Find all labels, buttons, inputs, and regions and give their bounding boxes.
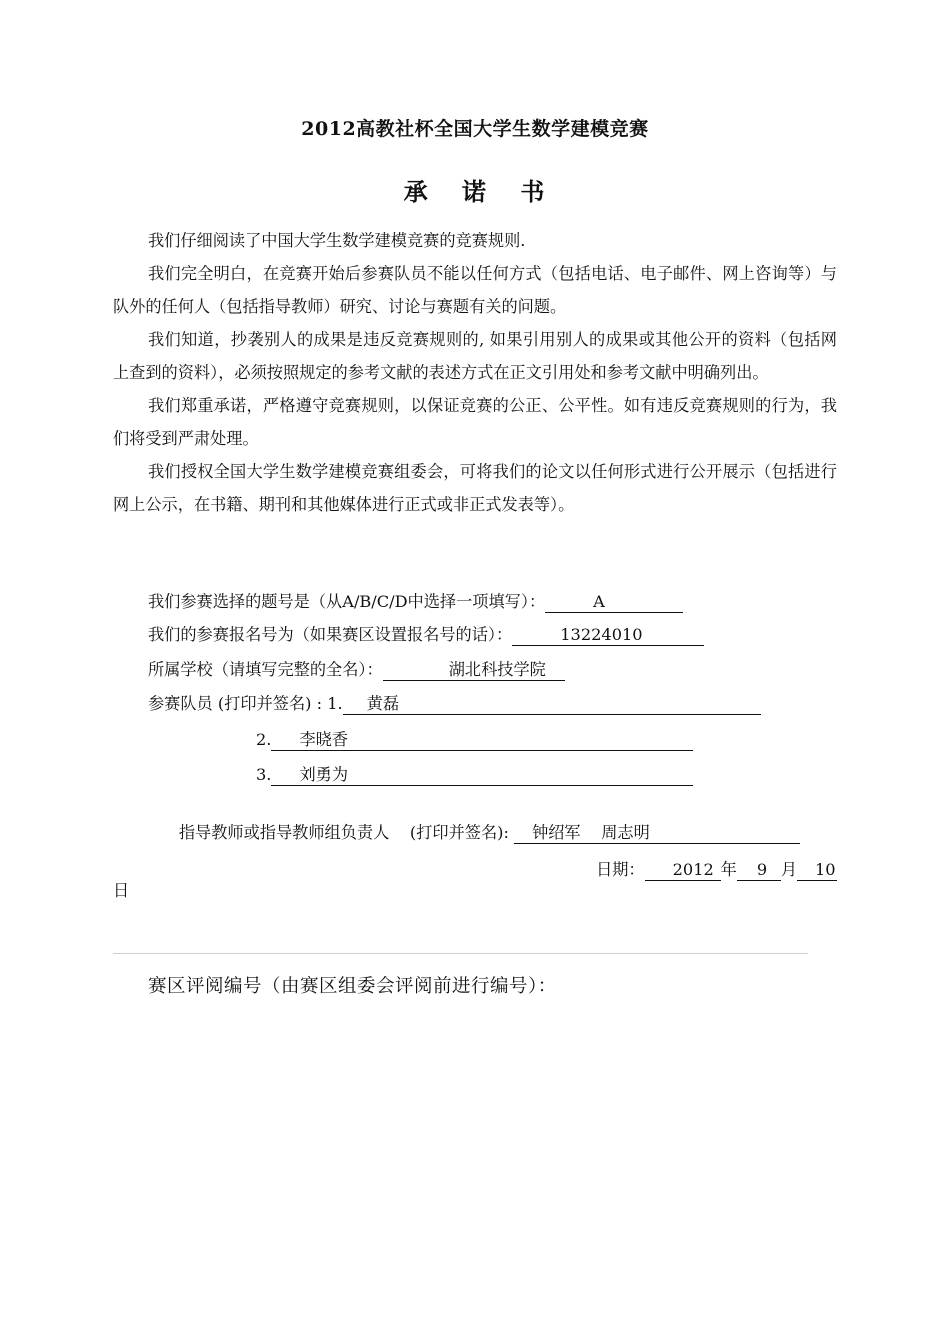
section-divider [113,953,808,954]
paragraph: 我们仔细阅读了中国大学生数学建模竞赛的竞赛规则. [148,231,526,250]
school-field [383,660,565,681]
month-unit: 月 [780,860,797,879]
problem-field [545,592,683,613]
advisor-label: 指导教师或指导教师组负责人 (打印并签名): [178,823,515,842]
advisor-row [148,797,800,842]
school-row [148,658,565,682]
advisor-value: 钟绍军 周志明 [532,823,650,842]
date-day: 10 [815,860,836,879]
school-label: 所属学校（请填写完整的全名）： [148,660,383,679]
date-year: 2012 [672,860,714,879]
date-month: 9 [756,860,768,879]
day-field [797,860,837,881]
registration-value: 13224010 [560,625,643,644]
paragraph: 我们知道，抄袭别人的成果是违反竞赛规则的, 如果引用别人的成果或其他公开的资料（包括网上查到的资料），必须按照规定的参考文献的表述方式在正文引用处和参考文献中明确列出。 [113,330,837,382]
member-row [256,763,693,787]
problem-label: 我们参赛选择的题号是（从A/B/C/D中选择一项填写）： [148,592,546,611]
registration-label: 我们的参赛报名号为（如果赛区设置报名号的话）： [148,625,513,644]
member-row [256,728,693,752]
registration-row [148,623,704,647]
member-row [148,692,761,716]
date-row [596,856,837,881]
registration-field [512,625,704,646]
day-unit: 日 [113,881,130,900]
member-index: 3. [256,765,272,784]
members-label: 参赛队员 (打印并签名) : [148,694,328,713]
year-field [645,860,721,881]
page-subtitle: 承 诺 书 [403,177,547,206]
problem-value: A [593,592,605,611]
date-label: 日期： [596,860,645,879]
year-unit: 年 [720,860,737,879]
commitment-body [113,224,837,521]
member-name: 刘勇为 [299,765,349,784]
advisor-field [514,823,800,844]
school-value: 湖北科技学院 [448,660,546,679]
member-name: 黄磊 [366,694,400,713]
problem-row [148,590,683,614]
member-index: 1. [327,694,343,713]
paragraph: 我们郑重承诺，严格遵守竞赛规则，以保证竞赛的公正、公平性。如有违反竞赛规则的行为，我们将受到严肃处理。 [113,396,837,448]
member-field [343,694,761,715]
review-number-label: 赛区评阅编号（由赛区组委会评阅前进行编号）： [148,976,557,997]
member-field [271,765,693,786]
page-title: 2012高教社杯全国大学生数学建模竞赛 [301,118,649,140]
month-field [737,860,781,881]
paragraph: 我们完全明白，在竞赛开始后参赛队员不能以任何方式（包括电话、电子邮件、网上咨询等）与队外的任何人（包括指导教师）研究、讨论与赛题有关的问题。 [113,264,837,316]
member-name: 李晓香 [299,730,349,749]
member-index: 2. [256,730,272,749]
paragraph: 我们授权全国大学生数学建模竞赛组委会，可将我们的论文以任何形式进行公开展示（包括进行网上公示，在书籍、期刊和其他媒体进行正式或非正式发表等）。 [113,462,837,514]
member-field [271,730,693,751]
